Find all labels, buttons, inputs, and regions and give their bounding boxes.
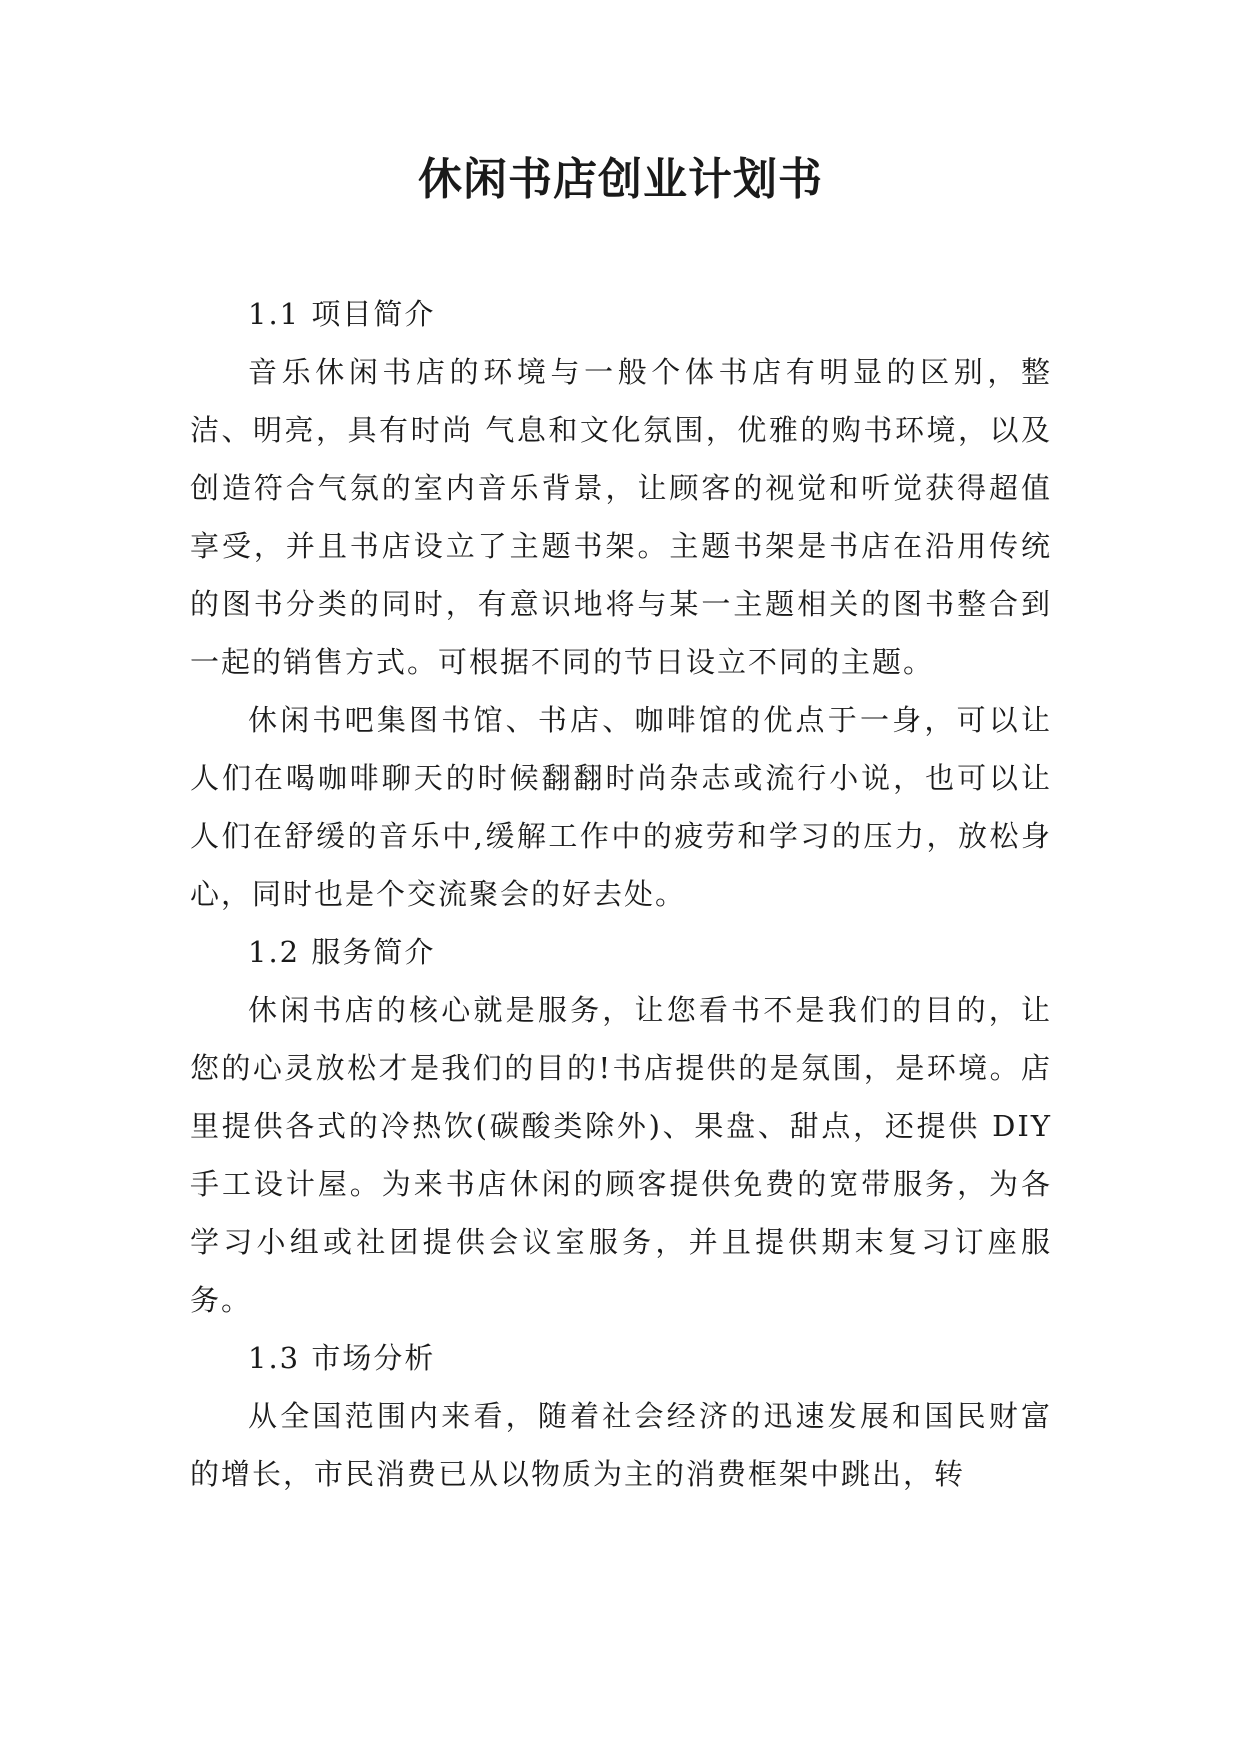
paragraph: 休闲书店的核心就是服务，让您看书不是我们的目的，让您的心灵放松才是我们的目的!书店提供的是氛围，是环境。店里提供各式的冷热饮(碳酸类除外)、果盘、甜点，还提供 DIY 手工设计屋。为来书店休闲的顾客提供免费的宽带服务，为各学习小组或社团提供会议室服务，并且提供期末复习订座服务。 <box>190 993 1052 1317</box>
section-project-intro <box>190 285 1052 923</box>
section-market-analysis <box>190 1329 1052 1503</box>
document-body <box>190 285 1052 1503</box>
paragraph: 音乐休闲书店的环境与一般个体书店有明显的区别，整洁、明亮，具有时尚 气息和文化氛围，优雅的购书环境，以及创造符合气氛的室内音乐背景，让顾客的视觉和听觉获得超值享受，并且书店设立了主题书架。主题书架是书店在沿用传统的图书分类的同时，有意识地将与某一主题相关的图书整合到一起的销售方式。可根据不同的节日设立不同的主题。 <box>190 355 1052 679</box>
section-service-intro <box>190 923 1052 1329</box>
paragraph: 休闲书吧集图书馆、书店、咖啡馆的优点于一身，可以让人们在喝咖啡聊天的时候翻翻时尚杂志或流行小说，也可以让人们在舒缓的音乐中,缓解工作中的疲劳和学习的压力，放松身心，同时也是个交流聚会的好去处。 <box>190 703 1052 911</box>
section-heading: 1.3 市场分析 <box>248 1341 436 1375</box>
section-heading: 1.1 项目简介 <box>248 297 436 331</box>
paragraph: 从全国范围内来看，随着社会经济的迅速发展和国民财富的增长，市民消费已从以物质为主的消费框架中跳出，转 <box>190 1399 1052 1491</box>
document-title: 休闲书店创业计划书 <box>418 154 823 205</box>
section-heading: 1.2 服务简介 <box>248 935 436 969</box>
